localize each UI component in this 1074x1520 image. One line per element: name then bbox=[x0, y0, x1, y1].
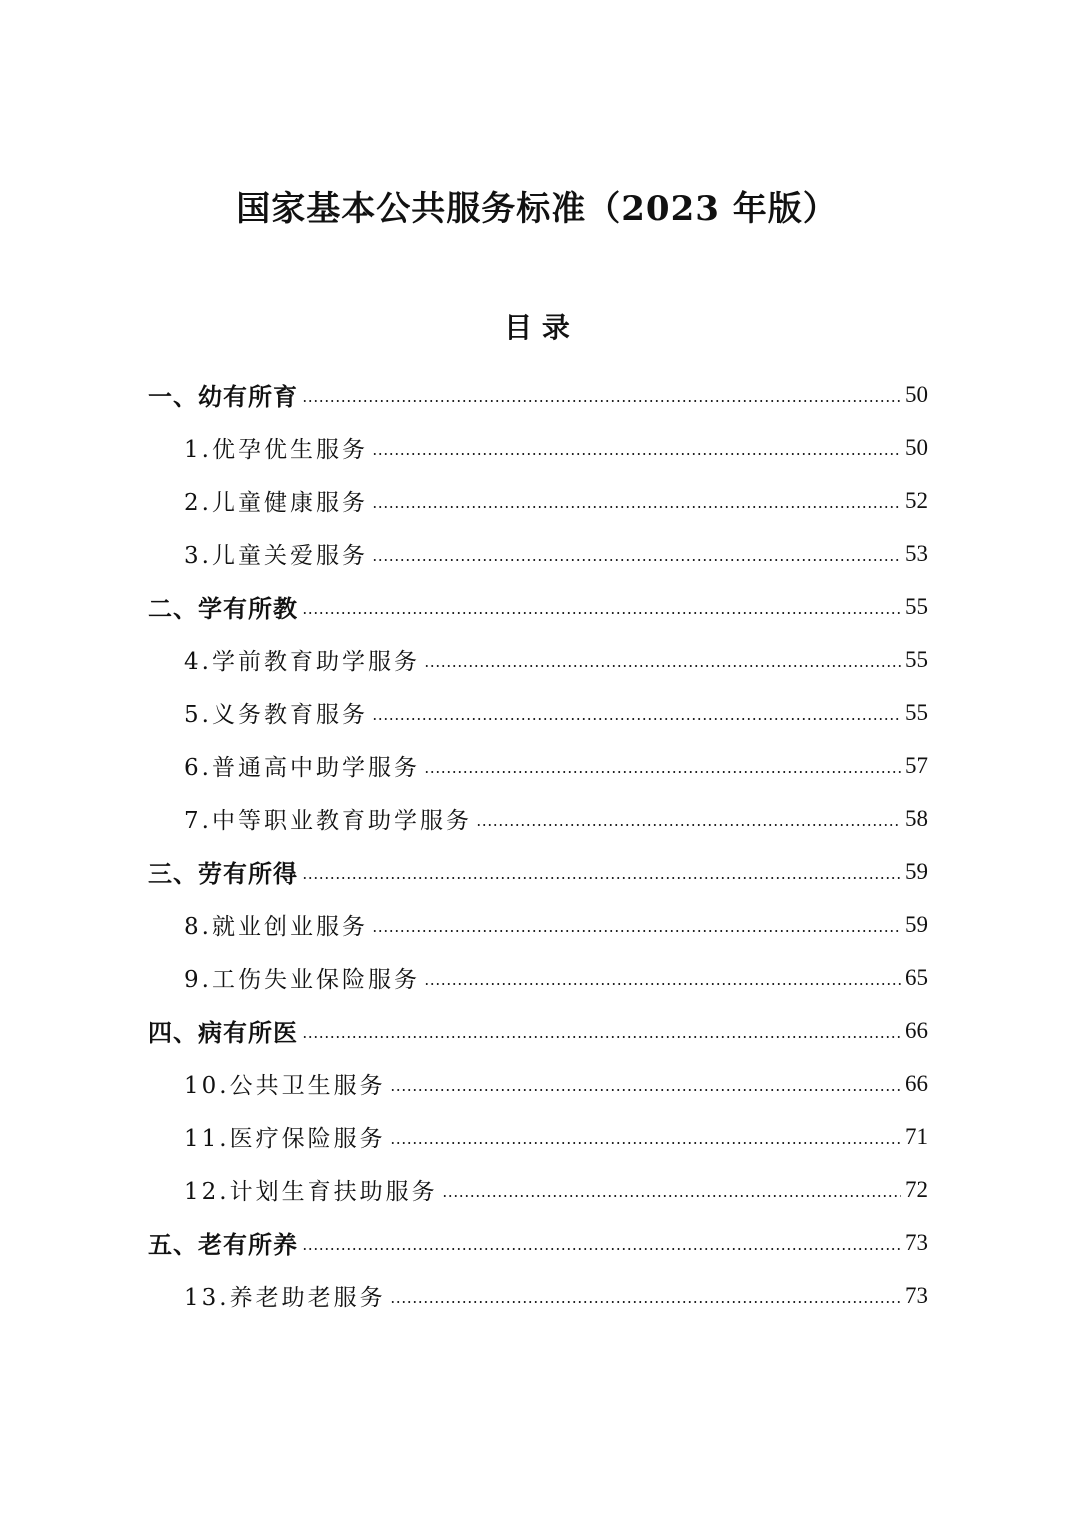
toc-page-number: 71 bbox=[905, 1123, 928, 1149]
toc-entry-label: 5.义务教育服务 bbox=[184, 702, 368, 728]
toc-entry-label: 11.医疗保险服务 bbox=[184, 1126, 386, 1152]
toc-entry-label: 五、老有所养 bbox=[148, 1230, 298, 1259]
toc-page-number: 55 bbox=[905, 646, 928, 672]
toc-entry-label: 1.优孕优生服务 bbox=[184, 437, 368, 463]
toc-page-number: 72 bbox=[905, 1176, 928, 1202]
dot-leader bbox=[372, 506, 901, 508]
toc-item-1[interactable] bbox=[184, 421, 928, 474]
toc-item-7[interactable] bbox=[184, 792, 928, 845]
toc-page-number: 66 bbox=[905, 1070, 928, 1096]
dot-leader bbox=[390, 1089, 901, 1091]
toc-entry-label: 13.养老助老服务 bbox=[184, 1285, 386, 1311]
toc-entry-label: 3.儿童关爱服务 bbox=[184, 543, 368, 569]
toc-page-number: 66 bbox=[905, 1017, 928, 1043]
toc-item-2[interactable] bbox=[184, 474, 928, 527]
toc-item-9[interactable] bbox=[184, 951, 928, 1004]
toc-page-number: 57 bbox=[905, 752, 928, 778]
toc-entry-label: 4.学前教育助学服务 bbox=[184, 649, 420, 675]
dot-leader bbox=[390, 1142, 901, 1144]
toc-entry-label: 一、幼有所育 bbox=[148, 382, 298, 411]
toc-page-number: 50 bbox=[905, 434, 928, 460]
toc-entry-label: 10.公共卫生服务 bbox=[184, 1073, 386, 1099]
toc-page-number: 73 bbox=[905, 1229, 928, 1255]
toc-item-8[interactable] bbox=[184, 898, 928, 951]
toc-page-number: 52 bbox=[905, 487, 928, 513]
dot-leader bbox=[476, 824, 901, 826]
dot-leader bbox=[390, 1301, 901, 1303]
toc-item-11[interactable] bbox=[184, 1110, 928, 1163]
toc-page-number: 55 bbox=[905, 593, 928, 619]
toc-item-3[interactable] bbox=[184, 527, 928, 580]
dot-leader bbox=[372, 453, 901, 455]
toc-page-number: 58 bbox=[905, 805, 928, 831]
toc-page-number: 59 bbox=[905, 911, 928, 937]
toc-section-4[interactable] bbox=[148, 1004, 928, 1057]
document-title: 国家基本公共服务标准（2023 年版） bbox=[236, 189, 838, 229]
toc-entry-label: 8.就业创业服务 bbox=[184, 914, 368, 940]
toc-heading: 目 录 bbox=[504, 311, 570, 344]
toc-item-6[interactable] bbox=[184, 739, 928, 792]
toc-item-4[interactable] bbox=[184, 633, 928, 686]
toc-page-number: 50 bbox=[905, 381, 928, 407]
dot-leader bbox=[302, 400, 901, 402]
toc-page-number: 59 bbox=[905, 858, 928, 884]
dot-leader bbox=[442, 1195, 901, 1197]
toc-entry-label: 四、病有所医 bbox=[148, 1018, 298, 1047]
dot-leader bbox=[424, 665, 901, 667]
toc-section-2[interactable] bbox=[148, 580, 928, 633]
toc-item-13[interactable] bbox=[184, 1269, 928, 1322]
toc-item-10[interactable] bbox=[184, 1057, 928, 1110]
toc-entry-label: 三、劳有所得 bbox=[148, 859, 298, 888]
dot-leader bbox=[372, 718, 901, 720]
toc-page-number: 65 bbox=[905, 964, 928, 990]
dot-leader bbox=[302, 612, 901, 614]
toc-item-12[interactable] bbox=[184, 1163, 928, 1216]
toc-page-number: 73 bbox=[905, 1282, 928, 1308]
dot-leader bbox=[372, 559, 901, 561]
dot-leader bbox=[302, 1036, 901, 1038]
toc-section-3[interactable] bbox=[148, 845, 928, 898]
dot-leader bbox=[302, 1248, 901, 1250]
toc-entry-label: 9.工伤失业保险服务 bbox=[184, 967, 420, 993]
toc-item-5[interactable] bbox=[184, 686, 928, 739]
dot-leader bbox=[424, 771, 901, 773]
toc-section-5[interactable] bbox=[148, 1216, 928, 1269]
dot-leader bbox=[424, 983, 901, 985]
toc-entry-label: 二、学有所教 bbox=[148, 594, 298, 623]
dot-leader bbox=[372, 930, 901, 932]
dot-leader bbox=[302, 877, 901, 879]
toc-page-number: 53 bbox=[905, 540, 928, 566]
toc-page-number: 55 bbox=[905, 699, 928, 725]
toc-section-1[interactable] bbox=[148, 368, 928, 421]
toc-entry-label: 6.普通高中助学服务 bbox=[184, 755, 420, 781]
toc-entry-label: 12.计划生育扶助服务 bbox=[184, 1179, 438, 1205]
toc-entry-label: 2.儿童健康服务 bbox=[184, 490, 368, 516]
toc-entry-label: 7.中等职业教育助学服务 bbox=[184, 808, 472, 834]
